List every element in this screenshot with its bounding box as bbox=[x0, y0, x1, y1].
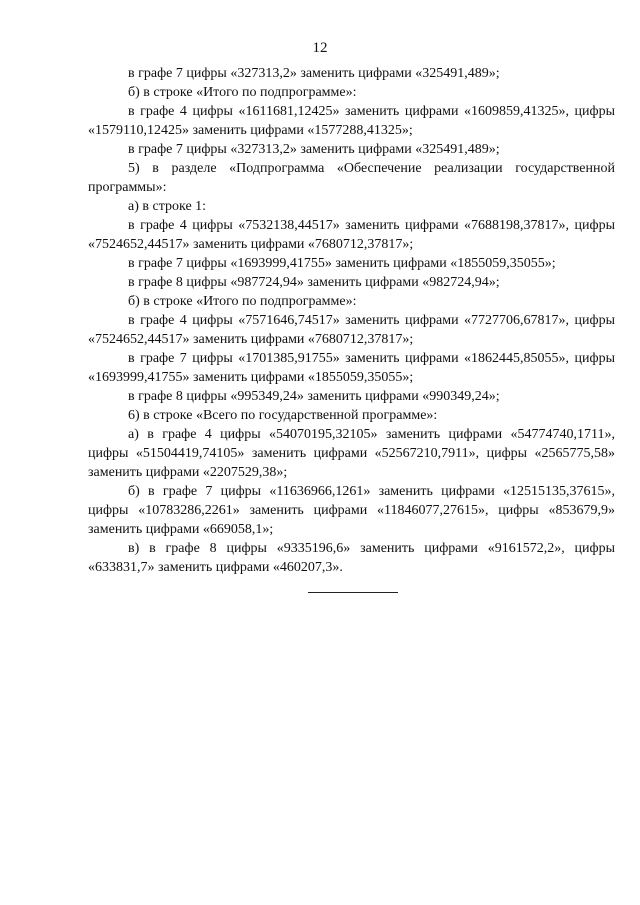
paragraph: а) в графе 4 цифры «54070195,32105» заменить цифрами «54774740,1711», цифры «51504419,74105» заменить цифрами «52567210,7911», цифры «2565775,58» заменить цифрами «2207529,38»; bbox=[88, 427, 615, 480]
paragraph: в графе 7 цифры «327313,2» заменить цифрами «325491,489»; bbox=[128, 66, 500, 81]
closing-divider bbox=[308, 592, 398, 593]
paragraph: в графе 8 цифры «995349,24» заменить цифрами «990349,24»; bbox=[128, 389, 500, 404]
paragraph: в графе 8 цифры «987724,94» заменить цифрами «982724,94»; bbox=[128, 275, 500, 290]
paragraph: б) в строке «Итого по подпрограмме»: bbox=[128, 85, 357, 100]
paragraph: б) в графе 7 цифры «11636966,1261» заменить цифрами «12515135,37615», цифры «10783286,2261» заменить цифрами «11846077,27615», цифры «853679,9» заменить цифрами «669058,1»; bbox=[88, 484, 615, 537]
paragraph: в графе 7 цифры «1701385,91755» заменить цифрами «1862445,85055», цифры «1693999,41755» заменить цифрами «1855059,35055»; bbox=[88, 351, 615, 385]
paragraph: в графе 4 цифры «1611681,12425» заменить цифрами «1609859,41325», цифры «1579110,12425» заменить цифрами «1577288,41325»; bbox=[88, 104, 615, 138]
paragraph: а) в строке 1: bbox=[128, 199, 207, 214]
paragraph: в) в графе 8 цифры «9335196,6» заменить цифрами «9161572,2», цифры «633831,7» заменить цифрами «460207,3». bbox=[88, 541, 615, 575]
page-number: 12 bbox=[312, 40, 328, 56]
paragraph: в графе 7 цифры «1693999,41755» заменить цифрами «1855059,35055»; bbox=[128, 256, 556, 271]
paragraph: в графе 7 цифры «327313,2» заменить цифрами «325491,489»; bbox=[128, 142, 500, 157]
paragraph: б) в строке «Итого по подпрограмме»: bbox=[128, 294, 357, 309]
document-body bbox=[88, 64, 615, 577]
paragraph: в графе 4 цифры «7571646,74517» заменить цифрами «7727706,67817», цифры «7524652,44517» заменить цифрами «7680712,37817»; bbox=[88, 313, 615, 347]
paragraph: в графе 4 цифры «7532138,44517» заменить цифрами «7688198,37817», цифры «7524652,44517» заменить цифрами «7680712,37817»; bbox=[88, 218, 615, 252]
paragraph: 6) в строке «Всего по государственной программе»: bbox=[128, 408, 438, 423]
paragraph: 5) в разделе «Подпрограмма «Обеспечение реализации государственной программы»: bbox=[88, 161, 615, 195]
